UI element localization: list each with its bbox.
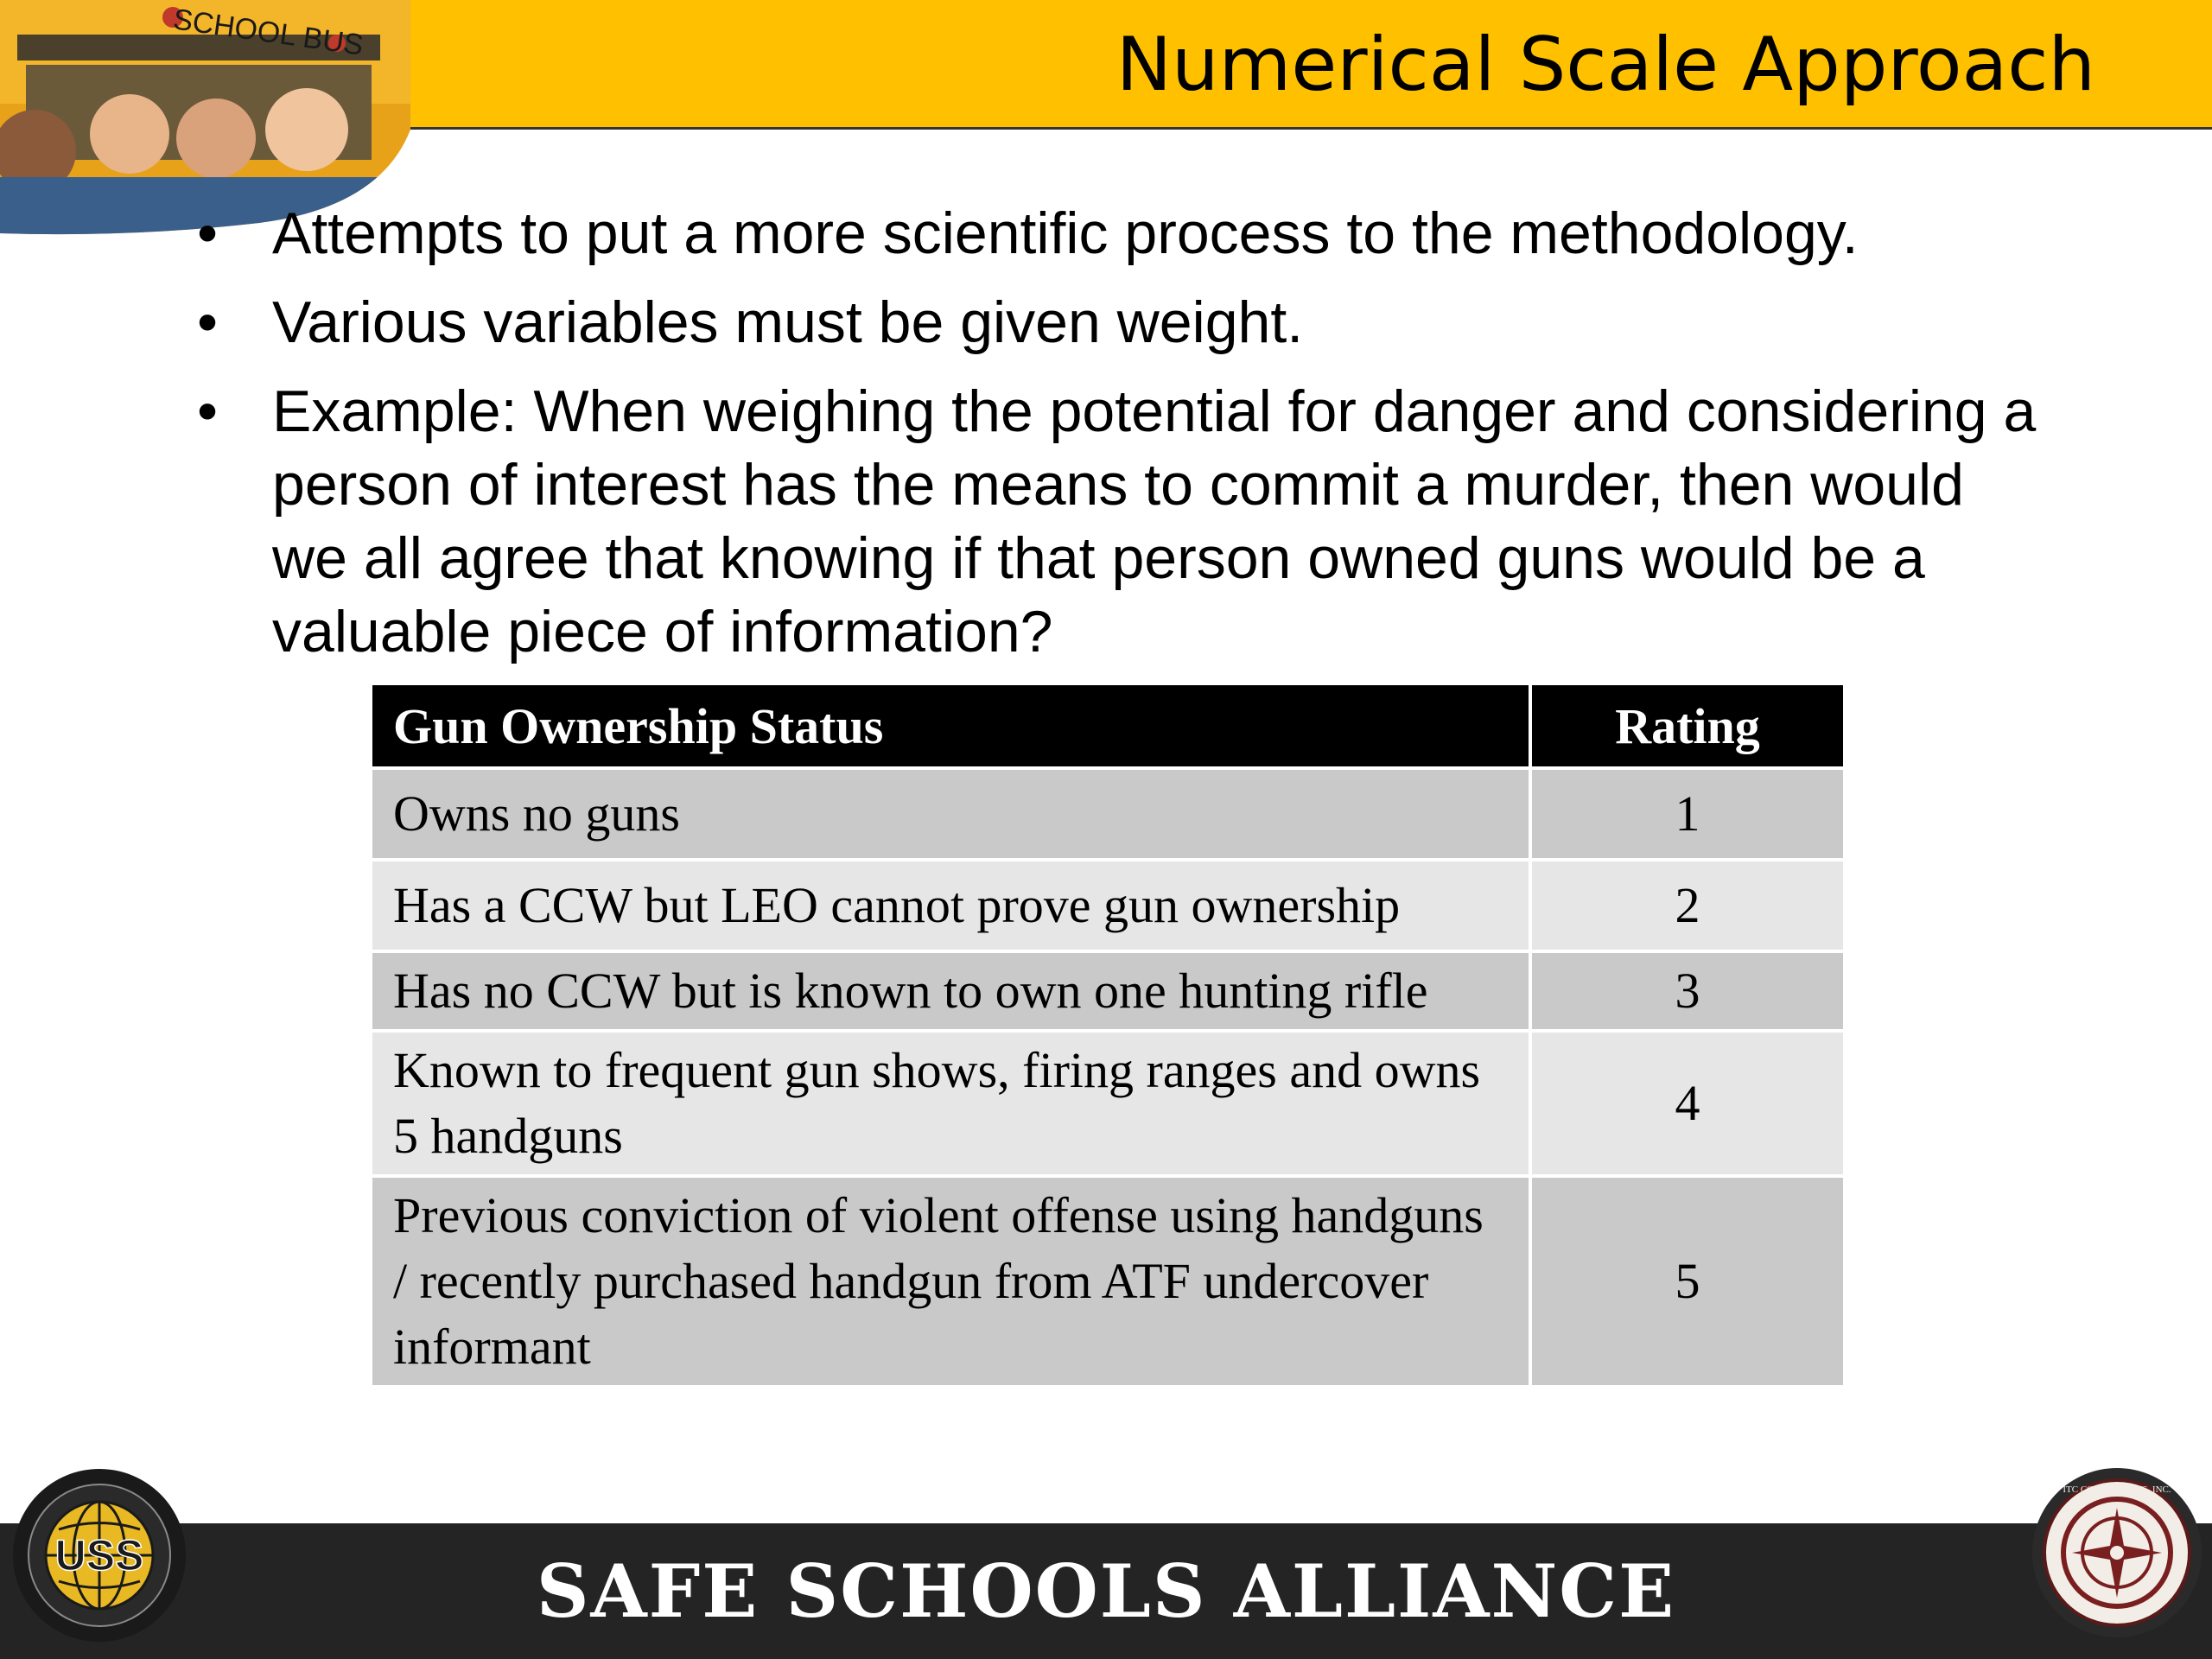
bullet-list [181, 197, 2048, 684]
column-header-rating: Rating [1532, 685, 1843, 766]
footer-title: SAFE SCHOOLS ALLIANCE [536, 1548, 1676, 1634]
bullet-marker: • [197, 200, 218, 266]
bullet-marker: • [197, 378, 218, 444]
table-row [372, 1033, 1843, 1174]
rating-cell: 5 [1532, 1178, 1843, 1385]
table-row [372, 861, 1843, 950]
rating-cell: 3 [1532, 953, 1843, 1029]
rating-cell: 2 [1532, 861, 1843, 950]
bullet-item [181, 375, 2048, 669]
bullet-text: Various variables must be given weight. [272, 289, 1304, 355]
bullet-text: Attempts to put a more scientific process to the methodology. [272, 200, 1859, 266]
status-cell [372, 1178, 1529, 1385]
status-text: Has no CCW but is known to own one hunting rifle [393, 963, 1428, 1019]
status-cell [372, 953, 1529, 1029]
rating-cell: 4 [1532, 1033, 1843, 1174]
uss-logo-text: USS [54, 1531, 144, 1580]
status-cell: Has a CCW but LEO cannot prove gun ownership [372, 861, 1529, 950]
status-cell [372, 1033, 1529, 1174]
status-text: Known to frequent gun shows, firing ranges and owns 5 handguns [393, 1042, 1481, 1164]
itc-consultants-logo [2029, 1465, 2206, 1642]
gun-ownership-rating-table [369, 682, 1847, 1389]
bullet-marker: • [197, 289, 218, 355]
uss-logo [9, 1465, 190, 1646]
status-text: Previous conviction of violent offense using handguns / recently purchased handgun from ATF undercover informant [393, 1187, 1484, 1375]
table-row [372, 953, 1843, 1029]
column-header-status: Gun Ownership Status [372, 685, 1529, 766]
bullet-text: Example: When weighing the potential for danger and considering a person of interest has the means to commit a murder, then would we all agree that knowing if that person owned guns would be a valuable piece of information? [272, 378, 2037, 664]
bullet-item [181, 197, 2048, 270]
bullet-item [181, 286, 2048, 359]
bus-sign: SCHOOL BUS [170, 3, 365, 62]
rating-cell: 1 [1532, 770, 1843, 858]
status-cell: Owns no guns [372, 770, 1529, 858]
table-row [372, 1178, 1843, 1385]
page-title: Numerical Scale Approach [1116, 22, 2095, 108]
itc-logo-text: ITC CONSULTANTS, INC. [2063, 1484, 2171, 1495]
table-header-row [372, 685, 1843, 766]
table-row [372, 770, 1843, 858]
